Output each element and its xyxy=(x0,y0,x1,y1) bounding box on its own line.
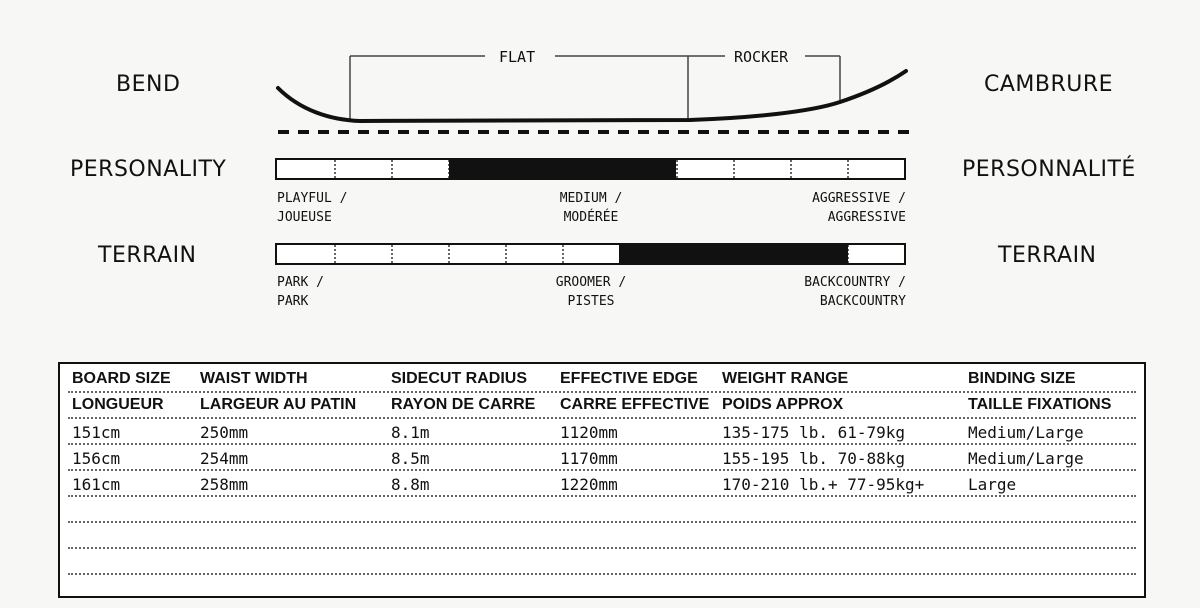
table-row xyxy=(68,418,1136,445)
personality-right-label: AGGRESSIVE / AGGRESSIVE xyxy=(812,191,906,225)
scale-tick xyxy=(733,160,735,178)
cell-sidecut-radius: 8.1m xyxy=(391,423,430,442)
header-longueur: LONGUEUR xyxy=(72,396,164,413)
terrain-right-label: BACKCOUNTRY / BACKCOUNTRY xyxy=(804,275,906,309)
header-effective-edge: EFFECTIVE EDGE xyxy=(560,370,698,387)
flat-label: FLAT xyxy=(499,48,536,66)
bend-label-fr: CAMBRURE xyxy=(984,72,1114,97)
bend-profile-diagram xyxy=(270,40,920,140)
header-weight-range: WEIGHT RANGE xyxy=(722,370,849,387)
cell-weight-range: 155-195 lb. 70-88kg xyxy=(722,449,906,468)
header-taille-fixations: TAILLE FIXATIONS xyxy=(968,396,1112,413)
personality-scale-bar xyxy=(275,158,906,180)
scale-tick xyxy=(391,245,393,263)
terrain-label-fr: TERRAIN xyxy=(998,243,1097,268)
scale-tick xyxy=(334,160,336,178)
personality-label: PERSONALITY xyxy=(70,157,227,182)
scale-tick xyxy=(562,245,564,263)
table-row-empty xyxy=(68,522,1136,549)
bend-label: BEND xyxy=(116,72,181,97)
terrain-scale-fill xyxy=(619,245,848,263)
header-waist-width: WAIST WIDTH xyxy=(200,370,308,387)
cell-board-size: 161cm xyxy=(72,475,121,494)
personality-scale-fill xyxy=(449,160,676,178)
header-rayon-de-carre: RAYON DE CARRE xyxy=(391,396,536,413)
cell-effective-edge: 1220mm xyxy=(560,475,618,494)
cell-waist-width: 254mm xyxy=(200,449,249,468)
terrain-scale-bar xyxy=(275,243,906,265)
table-header-row-fr xyxy=(68,392,1136,419)
board-profile-line xyxy=(278,71,906,121)
terrain-label: TERRAIN xyxy=(98,243,197,268)
cell-sidecut-radius: 8.8m xyxy=(391,475,430,494)
header-carre-effective: CARRE EFFECTIVE xyxy=(560,396,710,413)
scale-tick xyxy=(334,245,336,263)
cell-waist-width: 250mm xyxy=(200,423,249,442)
terrain-left-label: PARK / PARK xyxy=(277,275,324,309)
cell-sidecut-radius: 8.5m xyxy=(391,449,430,468)
rocker-label: ROCKER xyxy=(734,48,789,66)
table-row-empty xyxy=(68,548,1136,575)
header-board-size: BOARD SIZE xyxy=(72,370,171,387)
personality-middle-label: MEDIUM / MODÉRÉE xyxy=(559,191,623,225)
scale-tick xyxy=(847,160,849,178)
header-sidecut-radius: SIDECUT RADIUS xyxy=(391,370,528,387)
cell-binding-size: Medium/Large xyxy=(968,423,1084,442)
table-row xyxy=(68,444,1136,471)
cell-weight-range: 135-175 lb. 61-79kg xyxy=(722,423,906,442)
cell-weight-range: 170-210 lb.+ 77-95kg+ xyxy=(722,475,925,494)
personality-left-label: PLAYFUL / JOUEUSE xyxy=(277,191,348,225)
header-largeur-au-patin: LARGEUR AU PATIN xyxy=(200,396,357,413)
cell-effective-edge: 1170mm xyxy=(560,449,618,468)
table-row-empty xyxy=(68,496,1136,523)
cell-board-size: 156cm xyxy=(72,449,121,468)
cell-effective-edge: 1120mm xyxy=(560,423,618,442)
specs-table xyxy=(58,362,1146,598)
personality-label-fr: PERSONNALITÉ xyxy=(962,157,1136,182)
cell-waist-width: 258mm xyxy=(200,475,249,494)
terrain-middle-label: GROOMER / PISTES xyxy=(555,275,627,309)
header-binding-size: BINDING SIZE xyxy=(968,370,1076,387)
scale-tick xyxy=(790,160,792,178)
table-row xyxy=(68,470,1136,497)
scale-tick xyxy=(391,160,393,178)
scale-tick xyxy=(448,245,450,263)
header-poids-approx: POIDS APPROX xyxy=(722,396,844,413)
cell-board-size: 151cm xyxy=(72,423,121,442)
table-header-row-en xyxy=(68,366,1136,393)
cell-binding-size: Medium/Large xyxy=(968,449,1084,468)
cell-binding-size: Large xyxy=(968,475,1017,494)
scale-tick xyxy=(505,245,507,263)
